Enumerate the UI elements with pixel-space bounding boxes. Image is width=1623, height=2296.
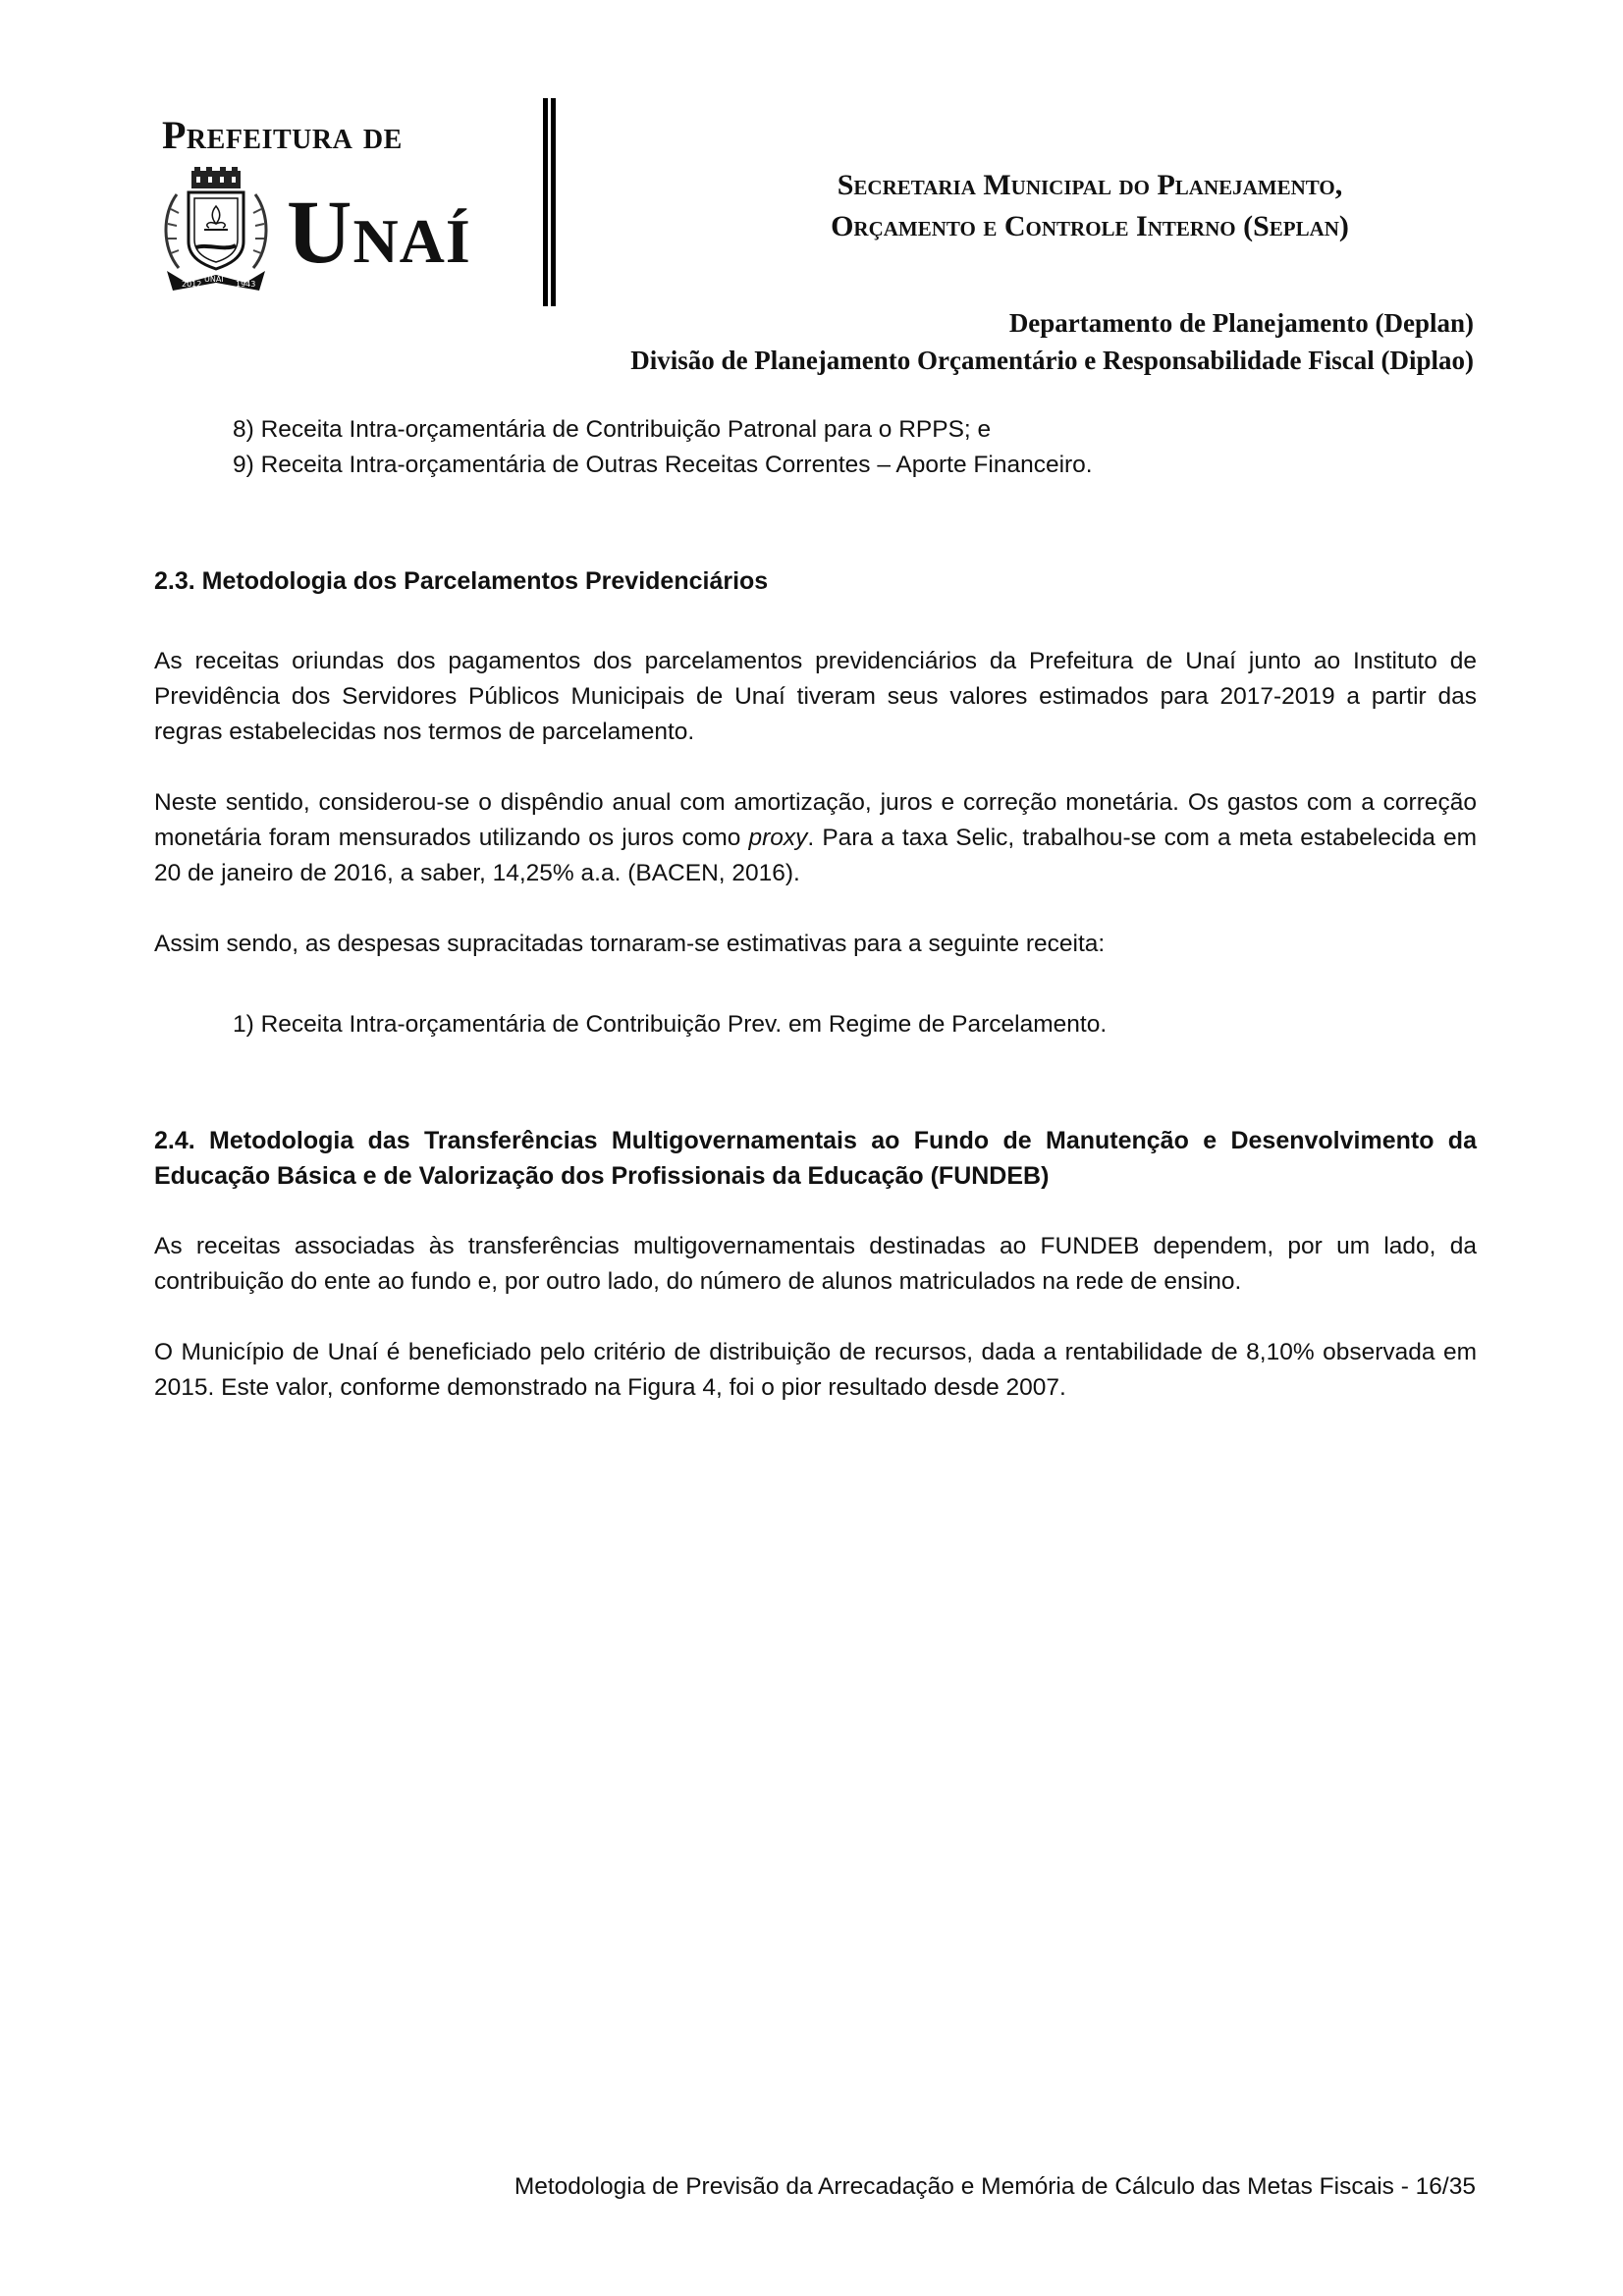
secretaria-title — [687, 165, 1492, 247]
department-heading — [630, 304, 1474, 379]
list-item: 9) Receita Intra-orçamentária de Outras Receitas Correntes – Aporte Financeiro. — [233, 452, 1093, 478]
paragraph: Assim sendo, as despesas supracitadas tornaram-se estimativas para a seguinte receita: — [154, 931, 1106, 957]
section-heading-2-3: 2.3. Metodologia dos Parcelamentos Previdenciários — [154, 567, 769, 595]
logo-title: Prefeitura de — [162, 113, 403, 157]
document-body — [154, 412, 1477, 1406]
paragraph: O Município de Unaí é beneficiado pelo critério de distribuição de recursos, dada a rentabilidade de 8,10% observada em 2015. Este valor, conforme demonstrado na Figura 4, foi o pior resultado desde 2007. — [154, 1339, 1477, 1401]
section-heading-2-4: 2.4. Metodologia das Transferências Multigovernamentais ao Fundo de Manutenção e Desenvolvimento da Educação Básica e de Valorização dos Profissionais da Educação (FUNDEB) — [154, 1127, 1477, 1190]
paragraph: As receitas associadas às transferências multigovernamentais destinadas ao FUNDEB dependem, por um lado, da contribuição do ente ao fundo e, por outro lado, do número de alunos matriculados na rede de ensino. — [154, 1233, 1477, 1295]
list-item: 1) Receita Intra-orçamentária de Contribuição Prev. em Regime de Parcelamento. — [233, 1011, 1108, 1038]
svg-text:1943: 1943 — [236, 280, 256, 289]
logo-city-name: Unaí — [287, 182, 471, 282]
list-item: 8) Receita Intra-orçamentária de Contribuição Patronal para o RPPS; e — [233, 416, 992, 443]
header-double-divider — [543, 98, 557, 306]
divider-bar — [551, 98, 556, 306]
paragraph: As receitas oriundas dos pagamentos dos parcelamentos previdenciários da Prefeitura de Unaí junto ao Instituto de Previdência dos Servidores Públicos Municipais de Unaí tiveram seus valores estimados para 2017-2019 a partir das regras estabelecidas nos termos de parcelamento. — [154, 648, 1477, 745]
italic-term: proxy — [748, 825, 808, 851]
page-footer: Metodologia de Previsão da Arrecadação e Memória de Cálculo das Metas Fiscais - 16/35 — [514, 2173, 1476, 2200]
svg-text:2012: 2012 — [182, 280, 202, 289]
coat-of-arms-icon — [157, 165, 275, 297]
prefeitura-logo — [157, 108, 511, 304]
divider-bar — [543, 98, 548, 306]
department-line-1: Departamento de Planejamento (Deplan) — [1008, 308, 1474, 338]
department-line-2: Divisão de Planejamento Orçamentário e Responsabilidade Fiscal (Diplao) — [630, 346, 1474, 375]
secretaria-line-2: Orçamento e Controle Interno (Seplan) — [831, 210, 1349, 242]
secretaria-line-1: Secretaria Municipal do Planejamento, — [837, 169, 1343, 201]
paragraph: Neste sentido, considerou-se o dispêndio anual com amortização, juros e correção monetária. Os gastos com a correção monetária foram mensurados utilizando os juros como proxy. Para a taxa Selic, trabalhou-se com a meta estabelecida em 20 de janeiro de 2016, a saber, 14,25% a.a. (BACEN, 2016). — [154, 789, 1477, 886]
svg-text:UNAÍ: UNAÍ — [204, 275, 224, 284]
